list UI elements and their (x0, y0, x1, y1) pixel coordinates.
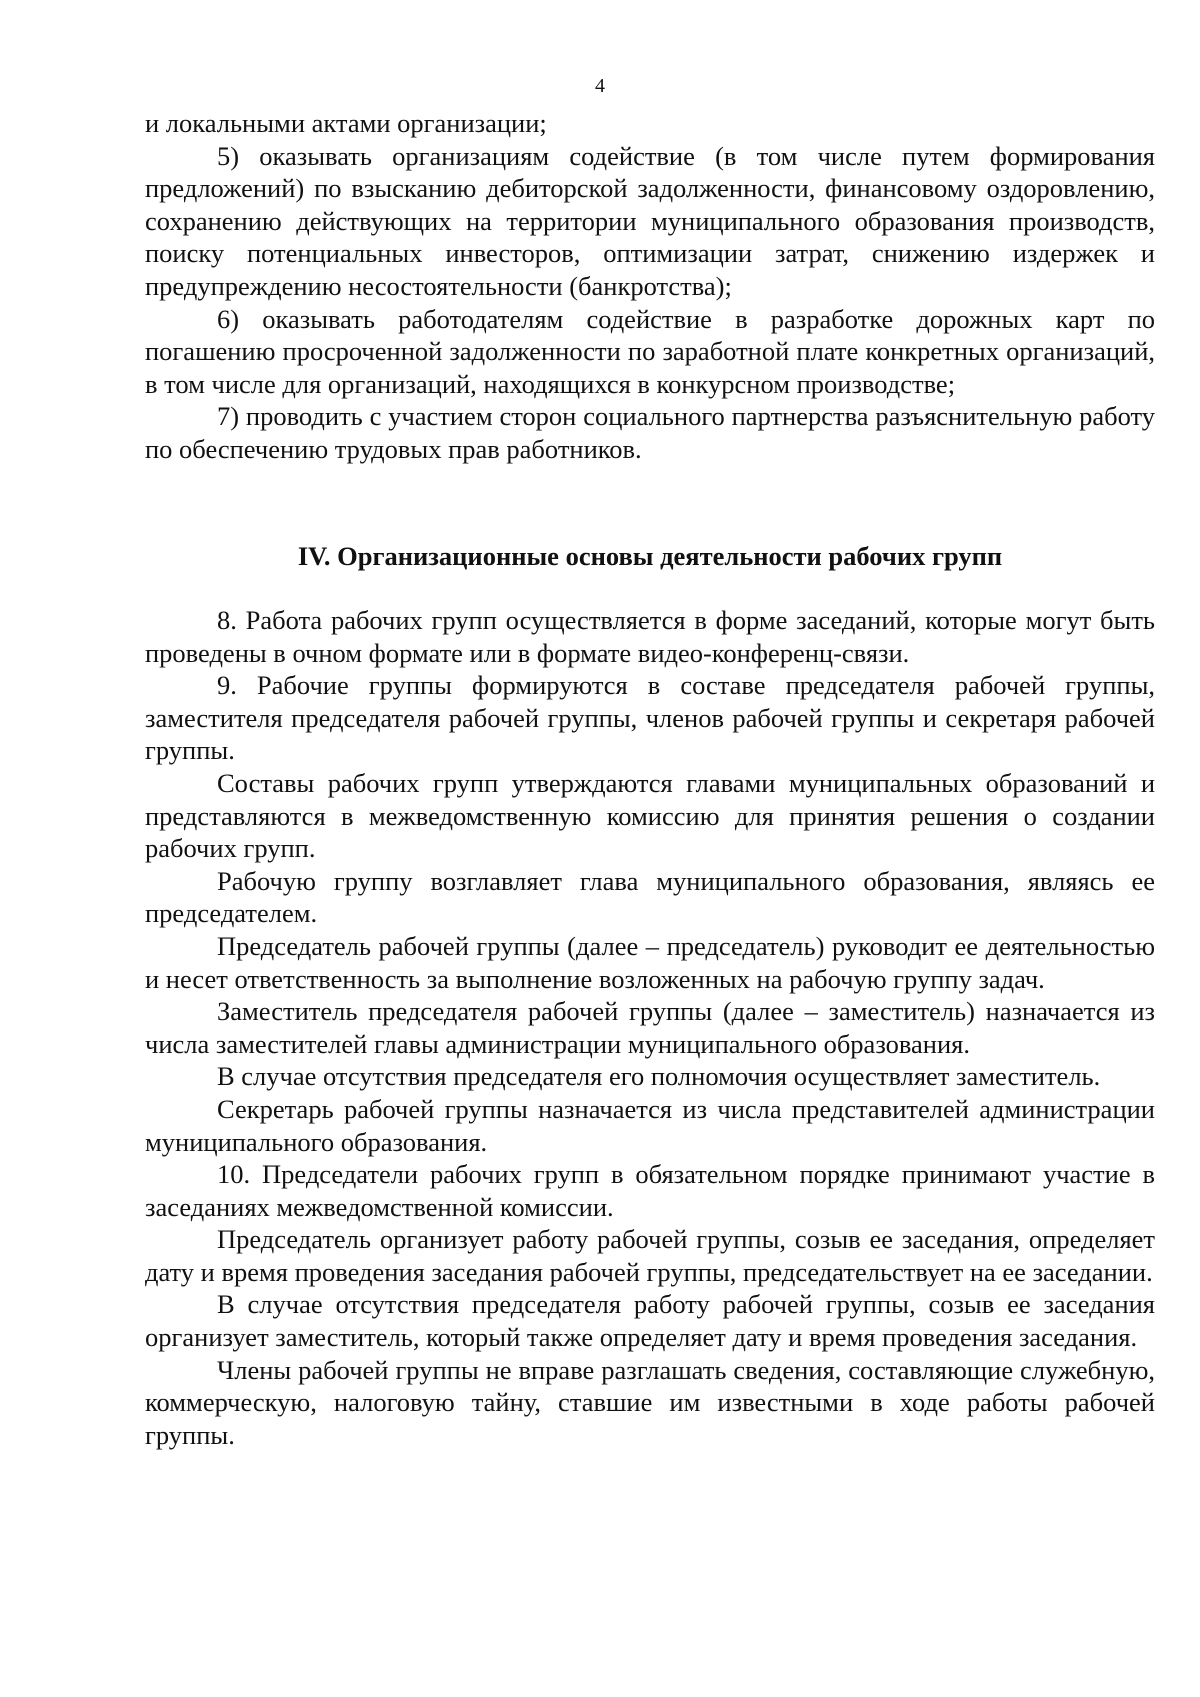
paragraph-deputy-appointment: Заместитель председателя рабочей группы (далее – заместитель) назначается из числа заместителей главы администрации муниципального образования. (145, 996, 1155, 1059)
paragraph-confidentiality: Члены рабочей группы не вправе разглашать сведения, составляющие служебную, коммерческую, налоговую тайну, ставшие им известными в ходе работы рабочей группы. (145, 1354, 1155, 1450)
text-block-before-heading (145, 107, 1155, 466)
paragraph-chair-duties: Председатель рабочей группы (далее – председатель) руководит ее деятельностью и несет ответственность за выполнение возложенных на рабочую группу задач. (145, 930, 1155, 994)
text-block-after-heading (145, 604, 1155, 1451)
page-number: 4 (595, 75, 605, 97)
paragraph-item-9: 9. Рабочие группы формируются в составе председателя рабочей группы, заместителя председателя рабочей группы, членов рабочей группы и секретаря рабочей группы. (145, 670, 1155, 766)
paragraph-secretary: Секретарь рабочей группы назначается из числа представителей администрации муниципального образования. (145, 1093, 1155, 1157)
paragraph-group-composition: Составы рабочих групп утверждаются главами муниципальных образований и представляются в межведомственную комиссию для принятия решения о создании рабочих групп. (145, 767, 1155, 864)
paragraph-item-5: 5) оказывать организациям содействие (в том числе путем формирования предложений) по взысканию дебиторской задолженности, финансовому оздоровлению, сохранению действующих на территории муниципального образования производств, поиску потенциальных инвесторов, оптимизации затрат, снижению издержек и предупреждению несостоятельности (банкротства); (145, 140, 1155, 301)
paragraph-absence-organization: В случае отсутствия председателя работу рабочей группы, созыв ее заседания организует заместитель, который также определяет дату и время проведения заседания. (145, 1289, 1155, 1353)
paragraph-item-6: 6) оказывать работодателям содействие в разработке дорожных карт по погашению просроченной задолженности по заработной плате конкретных организаций, в том числе для организаций, находящихся в конкурсном производстве; (145, 303, 1155, 399)
paragraph-chair-organizes: Председатель организует работу рабочей группы, созыв ее заседания, определяет дату и время проведения заседания рабочей группы, председательствует на ее заседании. (145, 1224, 1155, 1287)
paragraph-continuation: и локальными актами организации; (145, 108, 547, 138)
paragraph-item-7: 7) проводить с участием сторон социального партнерства разъяснительную работу по обеспечению трудовых прав работников. (145, 401, 1155, 464)
section-heading: IV. Организационные основы деятельности рабочих групп (297, 541, 1003, 571)
paragraph-deputy-substitution: В случае отсутствия председателя его полномочия осуществляет заместитель. (217, 1061, 1101, 1092)
paragraph-group-head: Рабочую группу возглавляет глава муниципального образования, являясь ее председателем. (145, 865, 1155, 929)
paragraph-item-10: 10. Председатели рабочих групп в обязательном порядке принимают участие в заседаниях межведомственной комиссии. (145, 1159, 1155, 1222)
paragraph-item-8: 8. Работа рабочих групп осуществляется в форме заседаний, которые могут быть проведены в очном формате или в формате видео-конференц-связи. (145, 605, 1155, 668)
